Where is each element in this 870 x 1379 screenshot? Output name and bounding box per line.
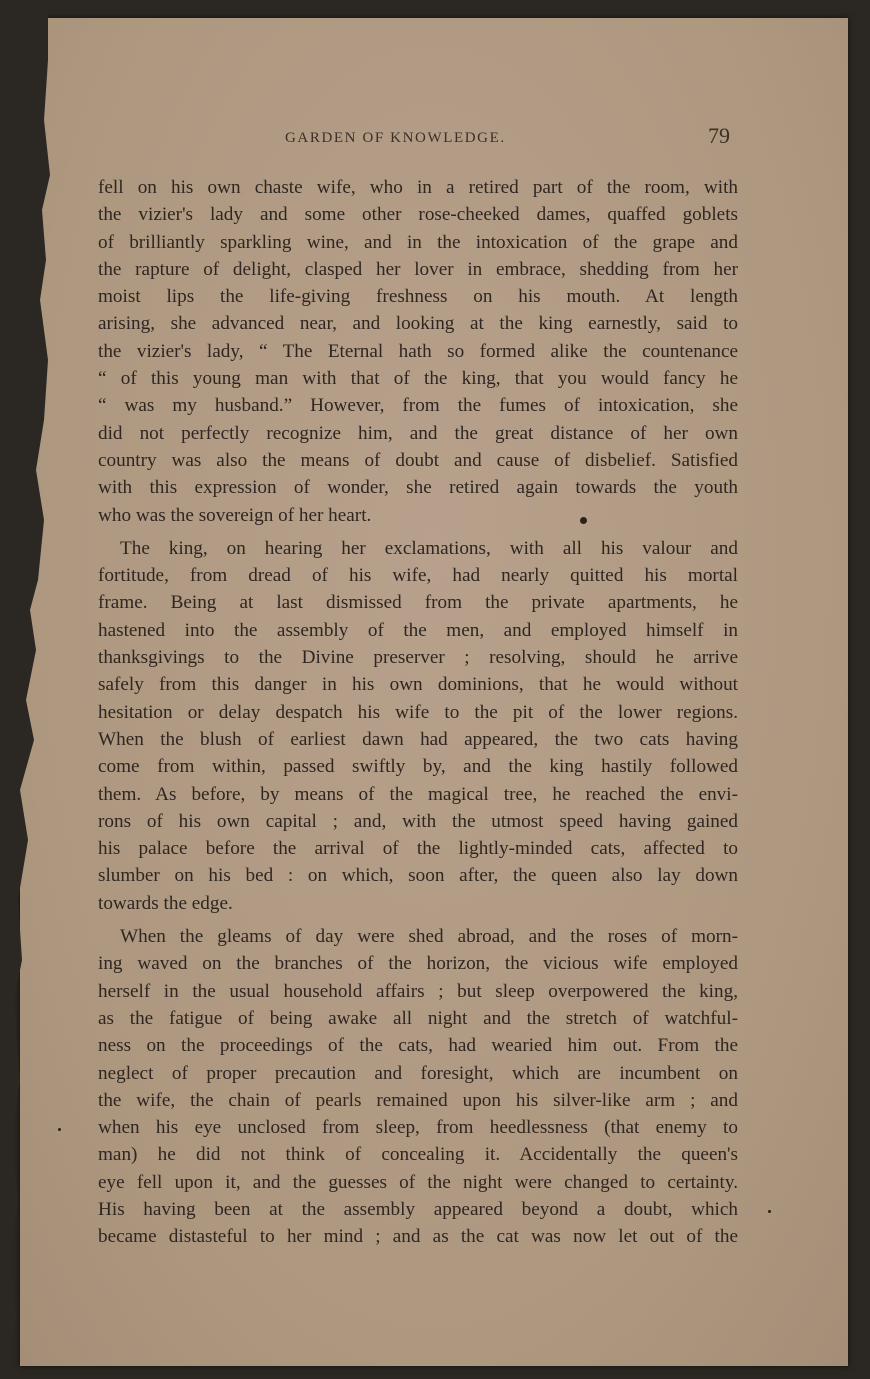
text-line: ness on the proceedings of the cats, had wearied him out. From the	[98, 1035, 738, 1057]
text-line: the wife, the chain of pearls remained upon his silver-like arm ; and	[98, 1089, 738, 1111]
page-number: 79	[708, 123, 730, 148]
text-line: herself in the usual household affairs ; but sleep overpowered the king,	[98, 980, 738, 1002]
paragraph-1	[98, 174, 738, 529]
text-line: as the fatigue of being awake all night and the stretch of watchful-	[98, 1007, 738, 1029]
text-line: “ was my husband.” However, from the fumes of intoxication, she	[98, 395, 738, 417]
paragraph-3	[98, 923, 738, 1251]
text-line: when his eye unclosed from sleep, from heedlessness (that enemy to	[98, 1117, 738, 1139]
text-line: When the blush of earliest dawn had appeared, the two cats having	[98, 728, 738, 750]
text-line: his palace before the arrival of the lightly-minded cats, affected to	[98, 838, 738, 860]
text-line: the vizier's lady, “ The Eternal hath so formed alike the countenance	[98, 340, 738, 362]
text-line: slumber on his bed : on which, soon after, the queen also lay down	[98, 865, 738, 887]
text-line: thanksgivings to the Divine preserver ; resolving, should he arrive	[98, 647, 738, 669]
text-line: hastened into the assembly of the men, and employed himself in	[98, 619, 738, 641]
running-head	[0, 120, 870, 150]
text-line: with this expression of wonder, she retired again towards the youth	[98, 477, 738, 499]
text-line: moist lips the life-giving freshness on his mouth. At length	[98, 286, 738, 308]
text-line: of brilliantly sparkling wine, and in the intoxication of the grape and	[98, 231, 738, 253]
text-line: neglect of proper precaution and foresight, which are incumbent on	[98, 1062, 738, 1084]
text-line: safely from this danger in his own dominions, that he would without	[98, 674, 738, 696]
text-line: come from within, passed swiftly by, and the king hastily followed	[98, 756, 738, 778]
ink-speck	[58, 1128, 61, 1131]
ink-speck	[768, 1210, 771, 1213]
text-line: them. As before, by means of the magical tree, he reached the envi-	[98, 783, 738, 805]
text-line: The king, on hearing her exclamations, with all his valour and	[120, 537, 738, 559]
text-line: the vizier's lady and some other rose-cheeked dames, quaffed goblets	[98, 204, 738, 226]
text-line: arising, she advanced near, and looking at the king earnestly, said to	[98, 313, 738, 335]
text-line: frame. Being at last dismissed from the private apartments, he	[98, 592, 738, 614]
running-title: GARDEN OF KNOWLEDGE.	[285, 130, 506, 146]
text-line: fell on his own chaste wife, who in a retired part of the room, with	[98, 177, 738, 198]
paragraph-2	[98, 535, 738, 917]
text-line: became distasteful to her mind ; and as the cat was now let out of the	[98, 1226, 738, 1248]
text-line: eye fell upon it, and the guesses of the night were changed to certainty.	[98, 1171, 738, 1193]
text-line: rons of his own capital ; and, with the utmost speed having gained	[98, 810, 738, 832]
text-line: His having been at the assembly appeared beyond a doubt, which	[98, 1198, 738, 1220]
text-line: ing waved on the branches of the horizon, the vicious wife employed	[98, 953, 738, 975]
text-line: fortitude, from dread of his wife, had nearly quitted his mortal	[98, 565, 738, 587]
text-line: When the gleams of day were shed abroad, and the roses of morn-	[120, 926, 738, 948]
text-line: “ of this young man with that of the king, that you would fancy he	[98, 368, 738, 390]
text-line: the rapture of delight, clasped her lover in embrace, shedding from her	[98, 258, 738, 280]
body-text	[98, 174, 738, 1251]
text-line: hesitation or delay despatch his wife to the pit of the lower regions.	[98, 701, 738, 723]
text-line: who was the sovereign of her heart.	[98, 504, 372, 526]
text-line: did not perfectly recognize him, and the great distance of her own	[98, 422, 738, 444]
text-line: country was also the means of doubt and cause of disbelief. Satisfied	[98, 449, 738, 471]
text-line: towards the edge.	[98, 892, 233, 914]
ink-speck	[580, 517, 587, 524]
text-line: man) he did not think of concealing it. Accidentally the queen's	[98, 1144, 738, 1166]
